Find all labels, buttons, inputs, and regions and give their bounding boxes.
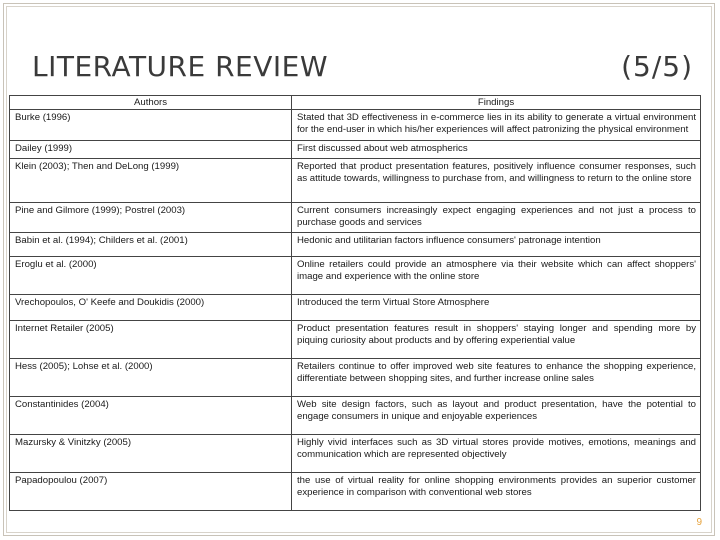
authors-cell: Pine and Gilmore (1999); Postrel (2003) bbox=[10, 202, 292, 232]
table-row bbox=[10, 202, 701, 232]
slide-title: LITERATURE REVIEW bbox=[32, 50, 329, 83]
findings-cell: Current consumers increasingly expect engaging experiences and not just a process to purchase goods and services bbox=[292, 202, 701, 232]
table-row bbox=[10, 435, 701, 473]
findings-cell: Hedonic and utilitarian factors influence consumers' patronage intention bbox=[292, 233, 701, 257]
findings-cell: First discussed about web atmospherics bbox=[292, 140, 701, 158]
findings-cell: Product presentation features result in shoppers' staying longer and spending more by piquing curiosity about products and by offering experiential value bbox=[292, 321, 701, 359]
authors-cell: Eroglu et al. (2000) bbox=[10, 257, 292, 295]
authors-cell: Vrechopoulos, O' Keefe and Doukidis (2000) bbox=[10, 295, 292, 321]
findings-cell: Retailers continue to offer improved web site features to enhance the shopping experience, differentiate between shopping sites, and further increase online sales bbox=[292, 359, 701, 397]
findings-cell: Reported that product presentation features, positively influence consumer responses, such as attitude towards, willingness to purchase from, and willingness to return to the online store bbox=[292, 158, 701, 202]
table-row bbox=[10, 321, 701, 359]
slide-part-indicator: (5/5) bbox=[621, 50, 693, 83]
table-row bbox=[10, 295, 701, 321]
findings-cell: Stated that 3D effectiveness in e-commerce lies in its ability to generate a virtual environment for the end-user in which his/her experiences will affect patronizing the physical environment bbox=[292, 110, 701, 140]
table-row bbox=[10, 473, 701, 511]
table-row bbox=[10, 257, 701, 295]
table-row bbox=[10, 397, 701, 435]
findings-cell: Introduced the term Virtual Store Atmosphere bbox=[292, 295, 701, 321]
header-authors: Authors bbox=[10, 96, 292, 110]
authors-cell: Constantinides (2004) bbox=[10, 397, 292, 435]
authors-cell: Klein (2003); Then and DeLong (1999) bbox=[10, 158, 292, 202]
authors-cell: Babin et al. (1994); Childers et al. (2001) bbox=[10, 233, 292, 257]
findings-cell: Online retailers could provide an atmosphere via their website which can affect shoppers' image and experience with the online store bbox=[292, 257, 701, 295]
findings-cell: Web site design factors, such as layout and product presentation, have the potential to engage consumers in unique and enjoyable experiences bbox=[292, 397, 701, 435]
findings-cell: Highly vivid interfaces such as 3D virtual stores provide motives, emotions, meanings and communication which are represented objectively bbox=[292, 435, 701, 473]
table-row bbox=[10, 233, 701, 257]
table-row bbox=[10, 110, 701, 140]
authors-cell: Hess (2005); Lohse et al. (2000) bbox=[10, 359, 292, 397]
findings-cell: the use of virtual reality for online shopping environments provides an superior customer experience in comparison with conventional web stores bbox=[292, 473, 701, 511]
header-findings: Findings bbox=[292, 96, 701, 110]
authors-cell: Internet Retailer (2005) bbox=[10, 321, 292, 359]
table-row bbox=[10, 359, 701, 397]
table-header-row bbox=[10, 96, 701, 110]
table-row bbox=[10, 158, 701, 202]
page-number: 9 bbox=[696, 517, 702, 528]
authors-cell: Papadopoulou (2007) bbox=[10, 473, 292, 511]
authors-cell: Mazursky & Vinitzky (2005) bbox=[10, 435, 292, 473]
authors-cell: Dailey (1999) bbox=[10, 140, 292, 158]
table-row bbox=[10, 140, 701, 158]
authors-cell: Burke (1996) bbox=[10, 110, 292, 140]
literature-table bbox=[9, 95, 701, 511]
